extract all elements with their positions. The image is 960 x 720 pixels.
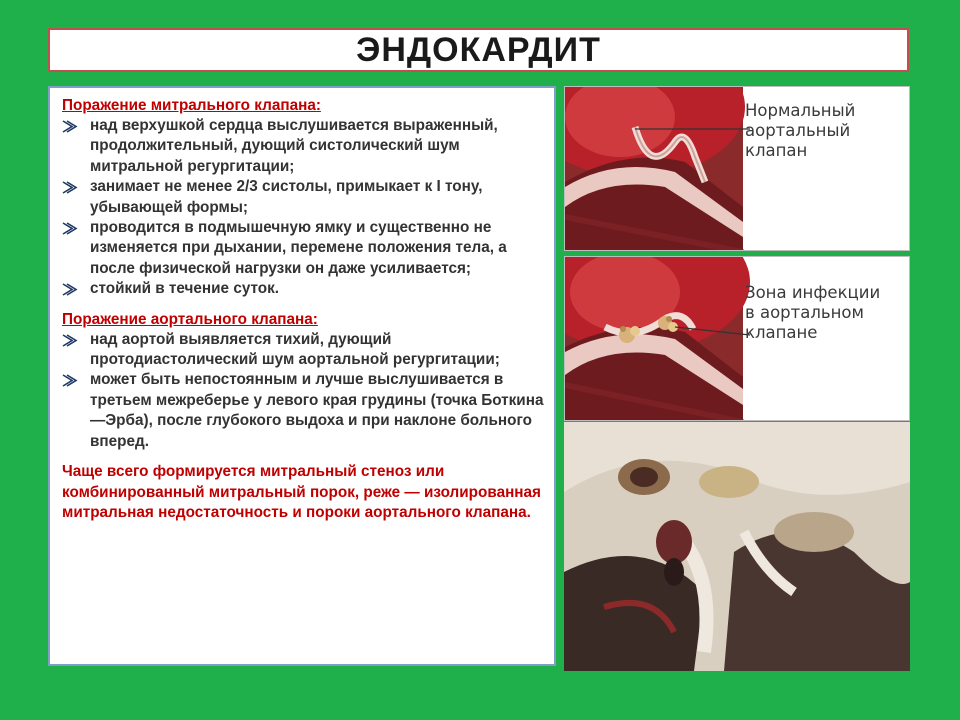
arrow-bullet-icon [62,222,80,235]
page-title: ЭНДОКАРДИТ [356,30,601,69]
infected-valve-label: Зона инфекции в аортальном клапане [745,283,881,342]
conclusion-text: Чаще всего формируется митральный стеноз или комбинированный митральный порок, реже — изолированная митральная недостаточность и пороки аортального клапана. [62,463,541,521]
image-column [564,86,910,671]
title-box [48,28,909,72]
arrow-bullet-icon [62,120,80,133]
list-item-text: может быть непостоянным и лучше выслушивается в третьем межреберье у левого края грудины (точка Боткина—Эрба), после глубокого выдоха и при наклоне больного вперед. [90,371,544,450]
aortic-list [62,330,544,452]
list-item [62,330,544,371]
arrow-bullet-icon [62,181,80,194]
list-item [62,218,544,279]
list-item [62,177,544,218]
text-panel [48,86,556,666]
normal-valve-illustration [564,86,910,251]
list-item [62,370,544,452]
list-item-text: проводится в подмышечную ямку и существенно не изменяется при дыхании, перемене положения тела, а после физической нагрузки он даже усиливается; [90,219,507,277]
arrow-bullet-icon [62,374,80,387]
list-item [62,279,544,299]
normal-valve-drawing [565,87,910,251]
list-item-text: над верхушкой сердца выслушивается выраженный, продолжительный, дующий систолический шум митральной регургитации; [90,117,498,175]
mitral-heading: Поражение митрального клапана: [62,97,321,114]
valve-specimen-photo [564,422,910,671]
arrow-bullet-icon [62,283,80,296]
arrow-bullet-icon [62,334,80,347]
list-item-text: над аортой выявляется тихий, дующий протодиастолический шум аортальной регургитации; [90,330,500,369]
infected-valve-illustration [564,256,910,421]
list-item [62,116,544,177]
normal-valve-label: Нормальный аортальный клапан [745,101,856,160]
list-item-text: занимает не менее 2/3 систолы, примыкает к I тону, убывающей формы; [90,178,483,216]
aortic-heading: Поражение аортального клапана: [62,310,318,328]
mitral-list [62,116,544,300]
list-item-text: стойкий в течение суток. [90,280,280,298]
